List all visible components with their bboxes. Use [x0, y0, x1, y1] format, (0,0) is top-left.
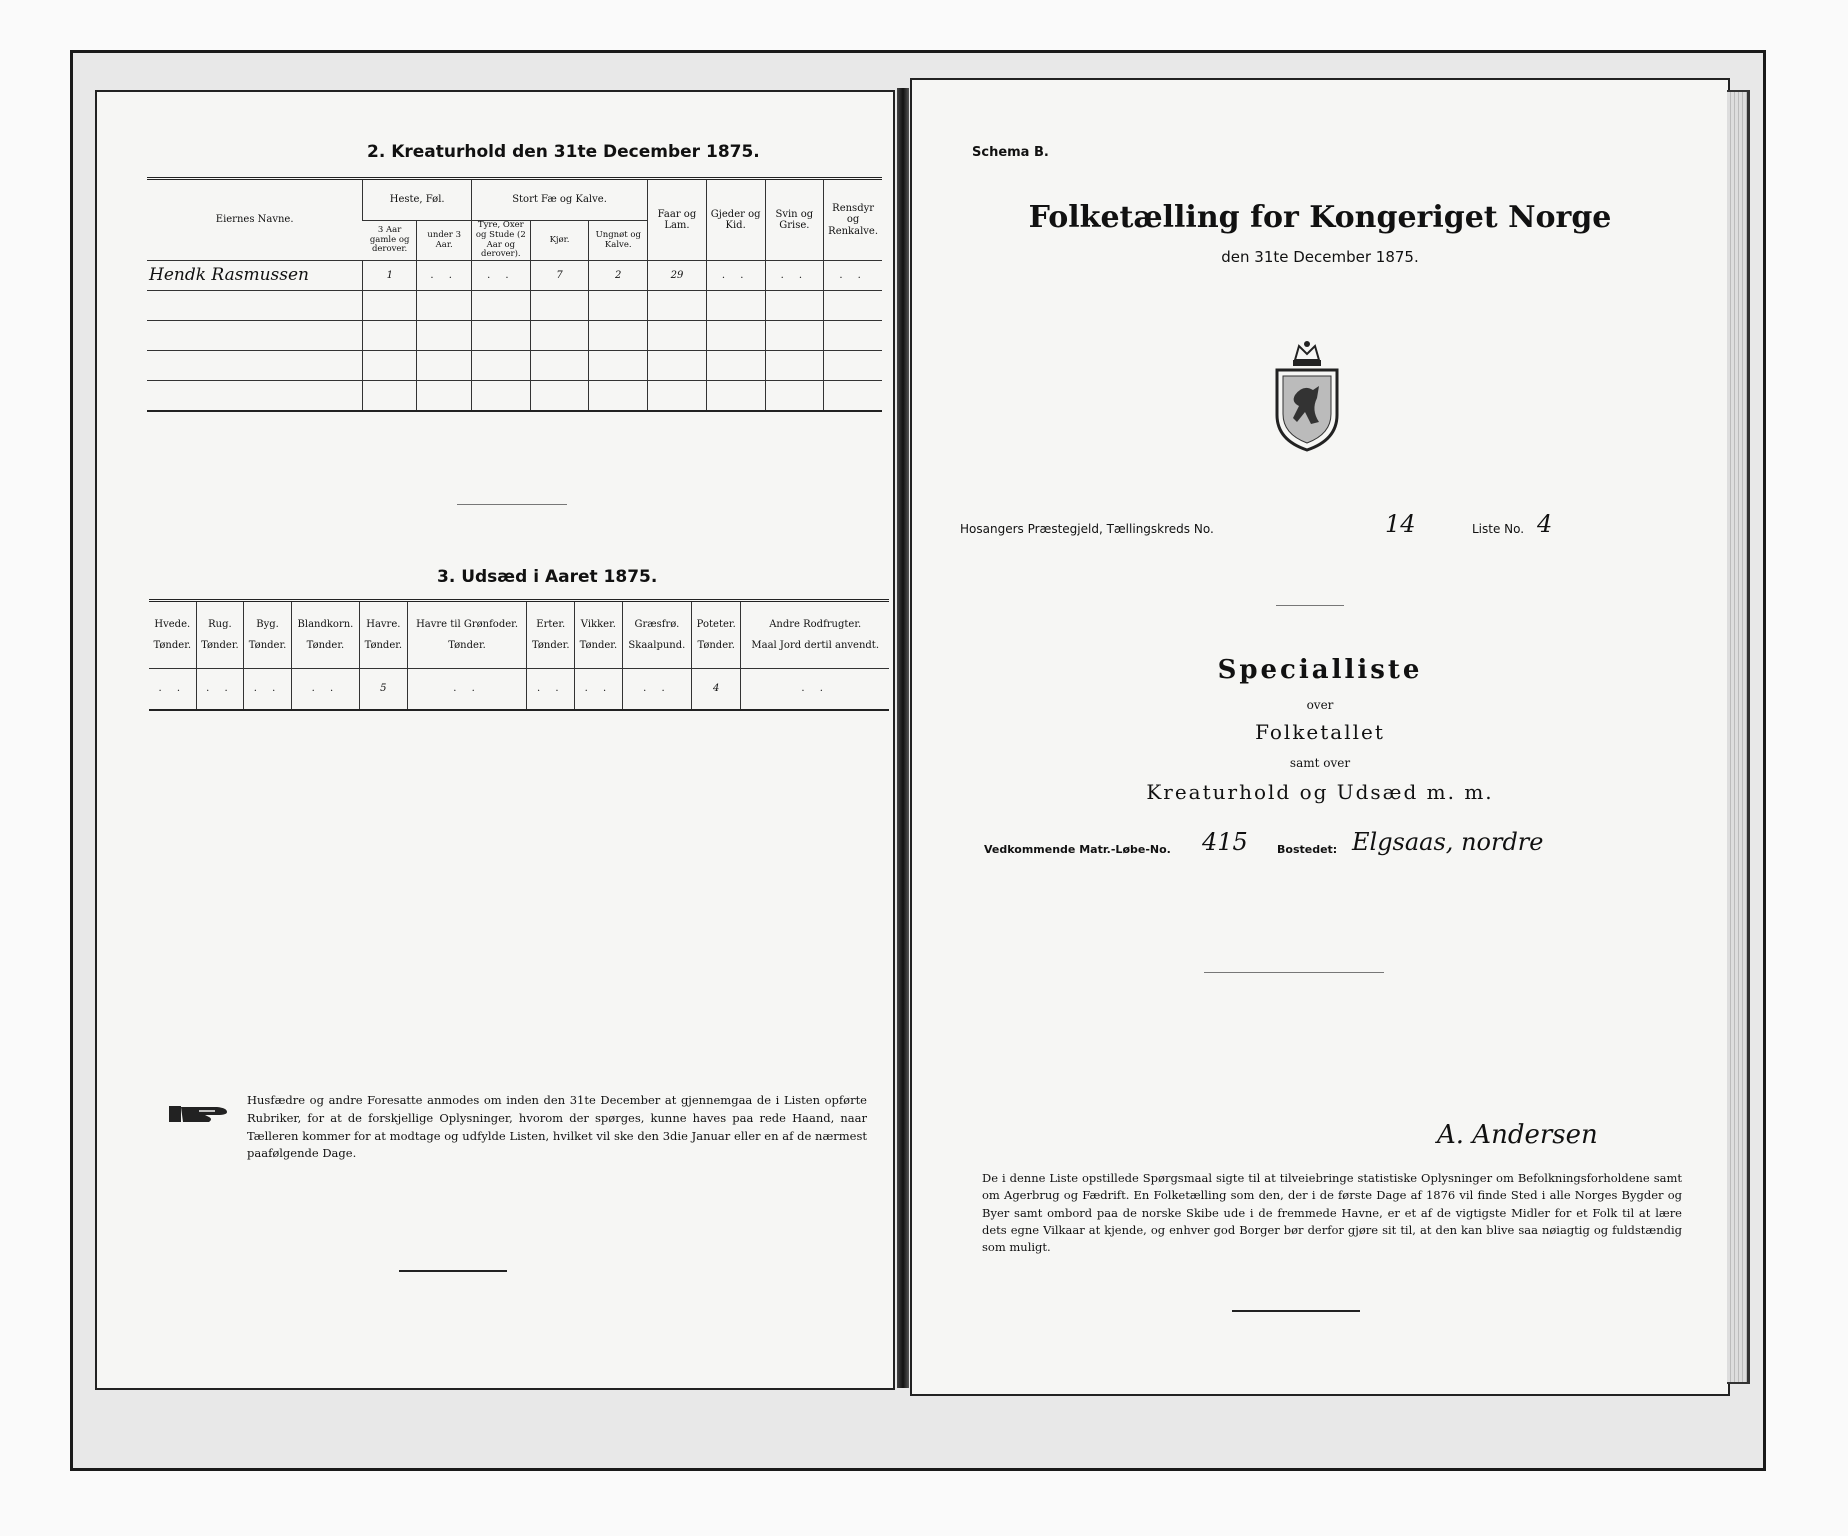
- table-row: [147, 261, 882, 291]
- goats-header: Gjeder og Kid.: [706, 179, 765, 261]
- bulls-header: Tyre, Oxer og Stude (2 Aar og derover).: [471, 221, 530, 261]
- seed-header-crop: Havre.: [366, 618, 401, 630]
- young-cattle-value: 2: [589, 261, 648, 291]
- bulls-value: . .: [471, 261, 530, 291]
- table-row: [147, 381, 882, 412]
- reindeer-header: Rensdyr og Renkalve.: [824, 179, 882, 261]
- seed-header-0: [149, 601, 196, 669]
- disclaimer-text: De i denne Liste opstillede Spørgsmaal sigte til at tilveiebringe statistiske Oplysninger om Befolkningsforholdene samt om Agerbrug og Fædrift. En Folketælling som den, der i de første Dage af 1876 vil finde Sted i alle Norges Bygder og Byer samt ombord paa de norske Skibe ude i de fremmede Havne, er et af de vigtigste Midler for et Folk til at lære dets egne Vilkaar at kjende, og enhver god Borger bør derfor gjøre sit til, at den kan blive saa nøiagtig og fuldstændig som muligt.: [982, 1171, 1682, 1254]
- seed-value-0: . .: [149, 669, 196, 711]
- seed-header-unit: Tønder.: [448, 640, 486, 651]
- schema-label: Schema B.: [972, 145, 1049, 160]
- horses-old-header: 3 Aar gamle og derover.: [363, 221, 417, 261]
- seed-header-crop: Andre Rodfrugter.: [769, 618, 862, 630]
- owner-name: Hendk Rasmussen: [147, 261, 363, 291]
- coat-of-arms-icon: [1267, 340, 1347, 455]
- seed-header-3: [291, 601, 359, 669]
- bosted-label: Bostedet:: [1277, 843, 1338, 856]
- seed-value-8: . .: [622, 669, 691, 711]
- young-cattle-header: Ungnøt og Kalve.: [589, 221, 648, 261]
- pigs-header: Svin og Grise.: [765, 179, 824, 261]
- horses-old-value: 1: [363, 261, 417, 291]
- owner-header: Eiernes Navne.: [215, 214, 294, 226]
- seed-value-4: 5: [360, 669, 408, 711]
- census-title: Folketælling for Kongeriget Norge: [1028, 200, 1612, 235]
- seed-header-4: [360, 601, 408, 669]
- seed-header-unit: Tønder.: [697, 640, 735, 651]
- table-row: [149, 669, 889, 711]
- seed-value-6: . .: [527, 669, 575, 711]
- horses-young-header: under 3 Aar.: [417, 221, 472, 261]
- seed-value-3: . .: [291, 669, 359, 711]
- pointing-hand-icon: [169, 1100, 231, 1126]
- seed-header-9: [692, 601, 741, 669]
- seed-header-crop: Erter.: [536, 618, 566, 630]
- seed-header-crop: Poteter.: [696, 618, 736, 630]
- horses-header: Heste, Føl.: [363, 179, 472, 221]
- goats-value: . .: [706, 261, 765, 291]
- divider: [1276, 605, 1344, 606]
- cows-header: Kjør.: [530, 221, 589, 261]
- samt-over-text: samt over: [1289, 756, 1351, 770]
- book-spine: [897, 88, 909, 1388]
- right-page: [910, 78, 1730, 1396]
- divider: [457, 504, 567, 505]
- bosted-value: Elgsaas, nordre: [1352, 828, 1544, 856]
- seed-header-5: [407, 601, 527, 669]
- cattle-header: Stort Fæ og Kalve.: [471, 179, 647, 221]
- seed-header-crop: Rug.: [208, 618, 232, 630]
- seed-header-unit: Tønder.: [364, 640, 403, 651]
- livestock-title: 2. Kreaturhold den 31te December 1875.: [367, 142, 760, 162]
- pigs-value: . .: [765, 261, 824, 291]
- seed-header-7: [575, 601, 623, 669]
- seed-header-unit: Tønder.: [153, 640, 192, 651]
- folketallet-heading: Folketallet: [1255, 720, 1385, 744]
- seed-header-crop: Vikker.: [580, 618, 616, 630]
- horses-young-value: . .: [417, 261, 472, 291]
- reindeer-value: . .: [824, 261, 882, 291]
- table-row: [147, 351, 882, 381]
- seed-header-unit: Skaalpund.: [628, 640, 686, 651]
- notice-text: Husfædre og andre Foresatte anmodes om inden den 31te December at gjennemgaa de i Listen opførte Rubriker, for at de forskjellige Oplysninger, hvorom der spørges, kunne haves paa rede Haand, naar Tælleren kommer for at modtage og udfylde Listen, hvilket vil ske den 3die Januar eller en af de nærmest paafølgende Dage.: [247, 1093, 867, 1161]
- over-text: over: [1306, 698, 1334, 712]
- seed-value-10: . .: [741, 669, 889, 711]
- cows-value: 7: [530, 261, 589, 291]
- sheep-header: Faar og Lam.: [648, 179, 707, 261]
- seed-header-10: [741, 601, 889, 669]
- district-number: 14: [1385, 510, 1416, 538]
- parish-label: Hosangers Præstegjeld, Tællingskreds No.: [960, 522, 1214, 536]
- seed-header-unit: Tønder.: [248, 640, 287, 651]
- bottom-rule: [1232, 1310, 1360, 1312]
- seed-value-2: . .: [244, 669, 292, 711]
- table-row: [147, 321, 882, 351]
- seed-title: 3. Udsæd i Aaret 1875.: [437, 567, 658, 587]
- list-label: Liste No.: [1472, 522, 1525, 536]
- seed-header-2: [244, 601, 292, 669]
- seed-header-1: [196, 601, 244, 669]
- list-number: 4: [1537, 510, 1553, 538]
- left-page: [95, 90, 895, 1390]
- table-row: [147, 291, 882, 321]
- seed-header-crop: Hvede.: [154, 618, 191, 630]
- seed-header-crop: Byg.: [256, 618, 279, 630]
- seed-header-unit: Maal Jord dertil anvendt.: [751, 640, 880, 651]
- livestock-table: [147, 177, 882, 412]
- sheep-value: 29: [648, 261, 707, 291]
- seed-header-8: [622, 601, 691, 669]
- seed-header-unit: Tønder.: [201, 640, 239, 651]
- seed-value-1: . .: [196, 669, 244, 711]
- matr-label: Vedkommende Matr.-Løbe-No.: [984, 843, 1171, 856]
- census-subtitle: den 31te December 1875.: [1221, 248, 1419, 266]
- kreaturhold-heading: Kreaturhold og Udsæd m. m.: [1146, 780, 1494, 804]
- seed-header-6: [527, 601, 575, 669]
- seed-header-unit: Tønder.: [579, 640, 618, 651]
- seed-table: [149, 599, 889, 711]
- seed-value-5: . .: [407, 669, 527, 711]
- signature: A. Andersen: [1437, 1120, 1598, 1150]
- seed-header-unit: Tønder.: [531, 640, 570, 651]
- bottom-rule: [399, 1270, 507, 1272]
- seed-value-9: 4: [692, 669, 741, 711]
- seed-header-crop: Græsfrø.: [634, 618, 680, 630]
- seed-value-7: . .: [575, 669, 623, 711]
- specialliste-heading: Specialliste: [1217, 655, 1423, 685]
- divider: [1204, 972, 1384, 973]
- seed-header-crop: Havre til Grønfoder.: [416, 618, 518, 630]
- seed-header-unit: Tønder.: [306, 640, 345, 651]
- seed-header-crop: Blandkorn.: [297, 618, 354, 630]
- matr-number: 415: [1202, 828, 1248, 856]
